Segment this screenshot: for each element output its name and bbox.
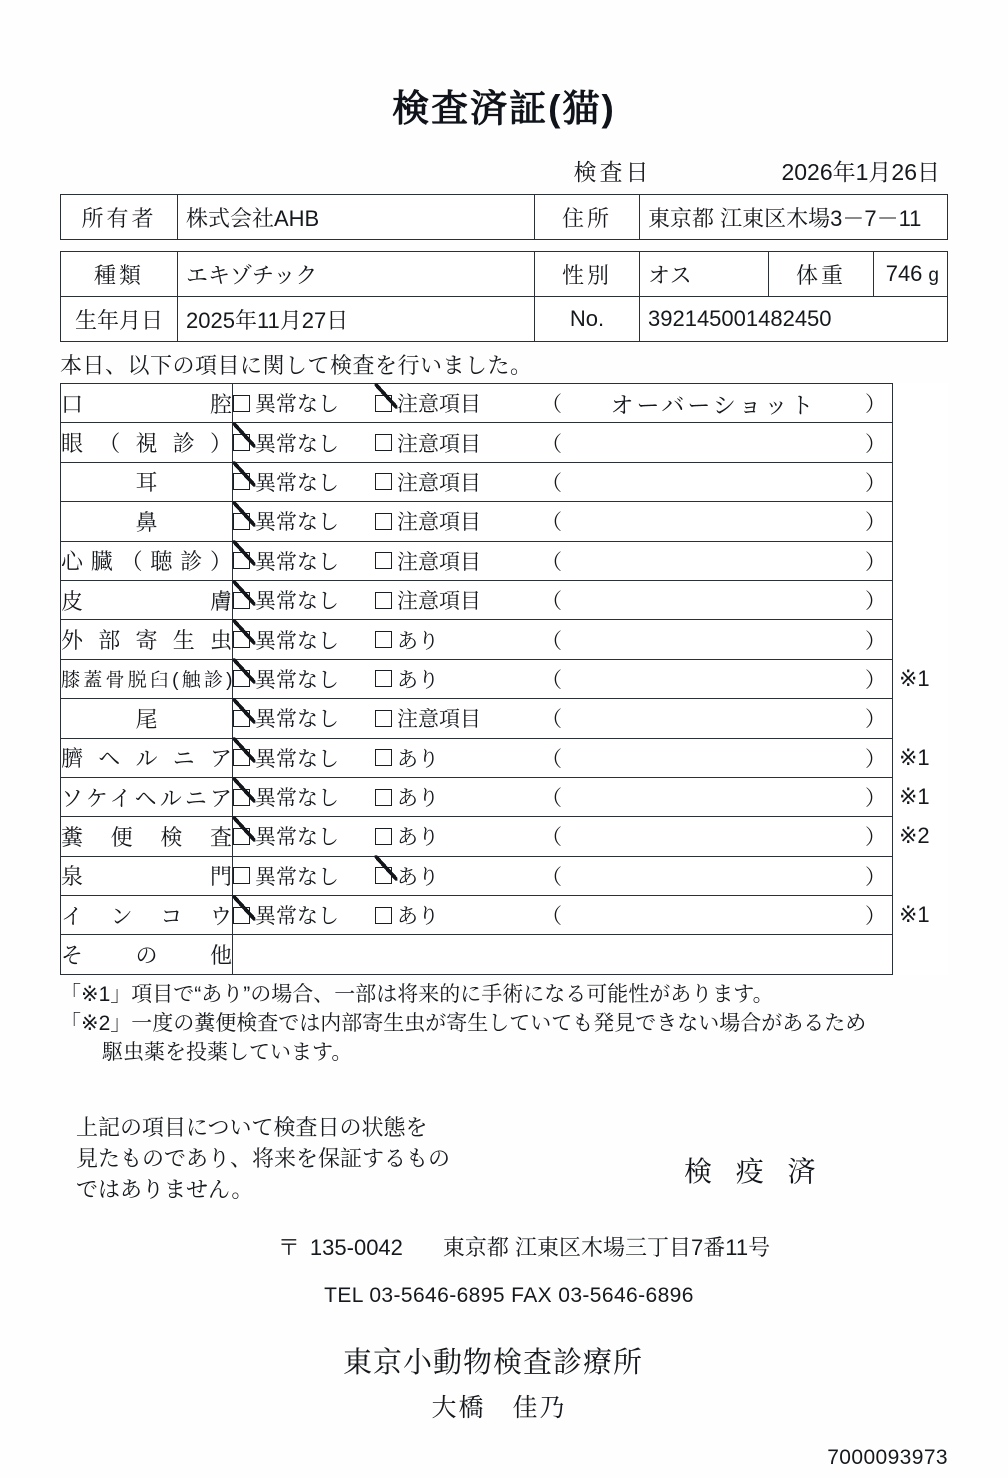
clinic-zip: 135-0042 [309,1235,403,1261]
checkbox-icon[interactable] [375,592,392,609]
exam-option-abnormal[interactable] [375,782,537,812]
exam-row-options [233,777,893,816]
exam-option-abnormal[interactable] [375,900,537,930]
checkbox-icon[interactable] [375,789,392,806]
exam-table [60,383,948,975]
exam-row-options [233,856,893,895]
checked-checkbox-icon[interactable] [233,789,250,806]
intro-text: 本日、以下の項目に関して検査を行いました。 [60,353,533,378]
disclaimer-line-2: 見たものであり、将来を保証するもの [76,1146,451,1171]
exam-row [61,620,948,659]
weight-value: 746 [885,261,923,286]
exam-option-abnormal[interactable] [375,625,537,655]
exam-option-normal[interactable] [233,900,375,930]
note-paren-close: ） [865,708,886,732]
exam-option-abnormal-label: あり [397,865,439,889]
checkbox-icon[interactable] [375,631,392,648]
exam-row-options [233,738,893,777]
checkbox-icon[interactable] [233,395,250,412]
exam-row-label: 臍ヘルニア [61,738,233,777]
exam-row-marker: ※2 [899,823,930,849]
footnote-1: 「※1」項目で“あり”の場合、一部は将来的に手術になる可能性があります。 [60,982,774,1006]
exam-option-abnormal-label: 注意項目 [397,432,481,456]
exam-option-abnormal[interactable] [375,546,537,576]
note-paren-close: ） [865,629,886,653]
exam-option-abnormal-label: 注意項目 [397,471,481,495]
note-paren-open: （ [541,432,562,456]
exam-option-normal-label: 異常なし [255,590,339,614]
exam-option-abnormal-label: あり [397,826,439,850]
exam-option-normal[interactable] [233,506,375,536]
exam-option-abnormal[interactable] [375,506,537,536]
exam-row-options [233,659,893,698]
note-paren-open: （ [541,590,562,614]
exam-option-abnormal-label: あり [397,905,439,929]
owner-value: 株式会社AHB [178,195,535,240]
inspection-date-value: 2026年1月26日 [781,159,940,185]
exam-option-normal[interactable] [233,782,375,812]
exam-row [61,580,948,619]
exam-row-marker [893,620,948,659]
note-paren-open: （ [541,471,562,495]
postal-mark-icon: 〒 [277,1235,300,1261]
note-paren-close: ） [865,865,886,889]
exam-option-normal[interactable] [233,861,375,891]
exam-row [61,777,948,816]
note-paren-close: ） [865,550,886,574]
exam-option-normal[interactable] [233,743,375,773]
exam-row-label: 心臓（聴診） [61,541,233,580]
exam-row-options [233,384,893,423]
exam-row [61,856,948,895]
checked-checkbox-icon[interactable] [233,710,250,727]
checkbox-icon[interactable] [233,867,250,884]
exam-option-normal-label: 異常なし [255,511,339,535]
exam-row-options [233,699,893,738]
exam-row-marker [893,541,948,580]
exam-option-normal[interactable] [233,664,375,694]
exam-row-options [233,580,893,619]
exam-option-abnormal[interactable] [375,703,537,733]
breed-value: エキゾチック [178,252,535,297]
exam-row-marker [893,423,948,462]
veterinarian-name: 大橋 佳乃 [431,1394,567,1423]
exam-row-marker [893,856,948,895]
sex-value: オス [640,252,769,297]
exam-option-normal[interactable] [233,625,375,655]
exam-row-label: インコウ [61,896,233,935]
table-row [61,195,948,240]
exam-option-normal-label: 異常なし [255,865,339,889]
exam-option-abnormal[interactable] [375,821,537,851]
exam-row-marker: ※1 [899,665,930,691]
birth-label: 生年月日 [61,297,178,342]
document-number: 7000093973 [827,1446,948,1470]
exam-row-label: その他 [61,935,233,974]
exam-row [61,462,948,501]
exam-row-label: ソケイヘルニア [61,777,233,816]
weight-unit: g [928,265,939,286]
exam-row-label: 膝蓋骨脱臼(触診) [61,659,233,698]
note-paren-open: （ [541,550,562,574]
exam-option-normal[interactable] [233,388,375,418]
exam-row-options [233,502,893,541]
exam-row [61,896,948,935]
note-paren-open: （ [541,787,562,811]
exam-row-label: 耳 [61,462,233,501]
weight-value-cell [874,252,948,297]
checked-checkbox-icon[interactable] [233,631,250,648]
checked-checkbox-icon[interactable] [233,749,250,766]
disclaimer [60,1112,506,1206]
exam-option-normal-label: 異常なし [255,787,339,811]
checkbox-icon[interactable] [375,710,392,727]
note-paren-close: ） [865,787,886,811]
exam-row-options [233,817,893,856]
exam-row [61,659,948,698]
checked-checkbox-icon[interactable] [233,473,250,490]
clinic-address-line [40,1231,968,1262]
exam-option-normal-label: 異常なし [255,432,339,456]
disclaimer-line-3: ではありません。 [76,1177,254,1203]
page-title: 検査済証(猫) [392,88,616,129]
exam-option-abnormal[interactable] [375,467,537,497]
checked-checkbox-icon[interactable] [233,592,250,609]
exam-row-label: 泉門 [61,856,233,895]
exam-option-abnormal[interactable] [375,861,537,891]
exam-row-label: 糞便検査 [61,817,233,856]
exam-option-normal-label: 異常なし [255,550,339,574]
address-label: 住所 [535,195,640,240]
exam-row-options [233,620,893,659]
note-paren-close: ） [865,511,886,535]
checkbox-icon[interactable] [375,552,392,569]
address-value: 東京都 江東区木場3－7－11 [640,195,948,240]
exam-row-label: 尾 [61,699,233,738]
note-paren-open: （ [541,747,562,771]
exam-row [61,738,948,777]
table-row [61,297,948,342]
disclaimer-line-1: 上記の項目について検査日の状態を [76,1114,428,1140]
footnote-2: 「※2」一度の糞便検査では内部寄生虫が寄生していても発見できない場合があるため [60,1011,867,1035]
exam-option-abnormal[interactable] [375,743,537,773]
exam-row [61,699,948,738]
exam-option-normal-label: 異常なし [255,708,339,732]
exam-option-abnormal-label: あり [397,629,439,653]
note-paren-close: ） [865,747,886,771]
exam-row-options [233,541,893,580]
sex-label: 性別 [535,252,640,297]
exam-row-label: 外部寄生虫 [61,620,233,659]
exam-option-abnormal[interactable] [375,388,537,418]
exam-option-normal[interactable] [233,428,375,458]
checkbox-icon[interactable] [375,828,392,845]
breed-label: 種類 [61,252,178,297]
exam-option-abnormal-label: 注意項目 [397,708,481,732]
note-paren-close: ） [865,432,886,456]
exam-row-marker: ※1 [899,784,930,810]
exam-option-normal[interactable] [233,703,375,733]
exam-option-normal[interactable] [233,585,375,615]
weight-label: 体重 [769,252,874,297]
table-row [61,252,948,297]
clinic-contact: TEL 03-5646-6895 FAX 03-5646-6896 [324,1284,694,1308]
note-paren-close: ） [865,590,886,614]
checked-checkbox-icon[interactable] [233,828,250,845]
exam-row-label: 口腔 [61,384,233,423]
exam-option-abnormal-label: あり [397,787,439,811]
note-paren-close: ） [865,905,886,929]
exam-option-abnormal[interactable] [375,664,537,694]
exam-row-marker [893,502,948,541]
microchip-no-value: 392145001482450 [640,297,948,342]
quarantine-stamp: 検 疫 済 [684,1155,824,1187]
microchip-no-label: No. [535,297,640,342]
exam-row-marker [893,580,948,619]
inspection-date-label: 検査日 [573,159,652,185]
checkbox-icon[interactable] [375,434,392,451]
exam-option-abnormal-label: 注意項目 [397,511,481,535]
checkbox-icon[interactable] [375,473,392,490]
exam-option-abnormal[interactable] [375,585,537,615]
exam-table-wrapper [60,383,948,975]
birth-value: 2025年11月27日 [178,297,535,342]
note-paren-open: （ [541,865,562,889]
exam-row-label: 眼（視診） [61,423,233,462]
footnotes [60,981,948,1068]
checked-checkbox-icon[interactable] [233,513,250,530]
note-paren-close: ） [865,668,886,692]
exam-option-abnormal-label: 注意項目 [397,590,481,614]
exam-option-normal-label: 異常なし [255,629,339,653]
exam-option-normal-label: 異常なし [255,747,339,771]
exam-row-options [233,462,893,501]
checked-checkbox-icon[interactable] [375,867,392,884]
exam-row [61,935,948,974]
note-paren-open: （ [541,826,562,850]
note-paren-close: ） [865,471,886,495]
checkbox-icon[interactable] [375,907,392,924]
exam-option-abnormal-label: 注意項目 [397,393,481,417]
exam-row [61,541,948,580]
clinic-address: 東京都 江東区木場三丁目7番11号 [442,1235,771,1261]
owner-table [60,194,948,240]
exam-option-abnormal-label: 注意項目 [397,550,481,574]
exam-row-options [233,896,893,935]
footnote-2-cont: 駆虫薬を投薬しています。 [102,1040,353,1064]
exam-option-normal-label: 異常なし [255,905,339,929]
exam-option-normal[interactable] [233,467,375,497]
checkbox-icon[interactable] [375,749,392,766]
exam-row-marker [893,462,948,501]
exam-row-label: 皮膚 [61,580,233,619]
exam-option-normal-label: 異常なし [255,826,339,850]
checked-checkbox-icon[interactable] [233,907,250,924]
exam-option-normal-label: 異常なし [255,471,339,495]
checkbox-icon[interactable] [375,513,392,530]
clinic-name: 東京小動物検査診療所 [342,1347,643,1380]
exam-row-options [233,935,893,974]
exam-note[interactable]: オーバーショット [610,391,817,418]
exam-option-abnormal[interactable] [375,428,537,458]
exam-option-abnormal-label: あり [397,668,439,692]
note-paren-open: （ [541,668,562,692]
disclaimer-stamp-block [60,1112,948,1206]
exam-option-normal[interactable] [233,546,375,576]
checkbox-icon[interactable] [375,670,392,687]
checked-checkbox-icon[interactable] [233,552,250,569]
note-paren-close: ） [865,393,886,417]
exam-row [61,817,948,856]
exam-row [61,384,948,423]
note-paren-open: （ [541,629,562,653]
exam-option-normal-label: 異常なし [255,393,339,417]
note-paren-open: （ [541,511,562,535]
exam-row-marker [893,384,948,423]
exam-row-marker: ※1 [899,902,930,928]
note-paren-open: （ [541,708,562,732]
owner-label: 所有者 [61,195,178,240]
checked-checkbox-icon[interactable] [233,434,250,451]
note-paren-open: （ [541,393,562,417]
exam-row-marker: ※1 [899,744,930,770]
animal-info-table [60,251,948,342]
note-paren-close: ） [865,826,886,850]
exam-option-normal-label: 異常なし [255,668,339,692]
checked-checkbox-icon[interactable] [375,395,392,412]
exam-option-abnormal-label: あり [397,747,439,771]
exam-row-label: 鼻 [61,502,233,541]
note-paren-open: （ [541,905,562,929]
exam-row [61,423,948,462]
exam-row [61,502,948,541]
exam-row-options [233,423,893,462]
exam-row-marker [893,935,948,974]
exam-row-marker [893,699,948,738]
exam-option-normal[interactable] [233,821,375,851]
inspection-date-line [0,154,1008,188]
checked-checkbox-icon[interactable] [233,670,250,687]
